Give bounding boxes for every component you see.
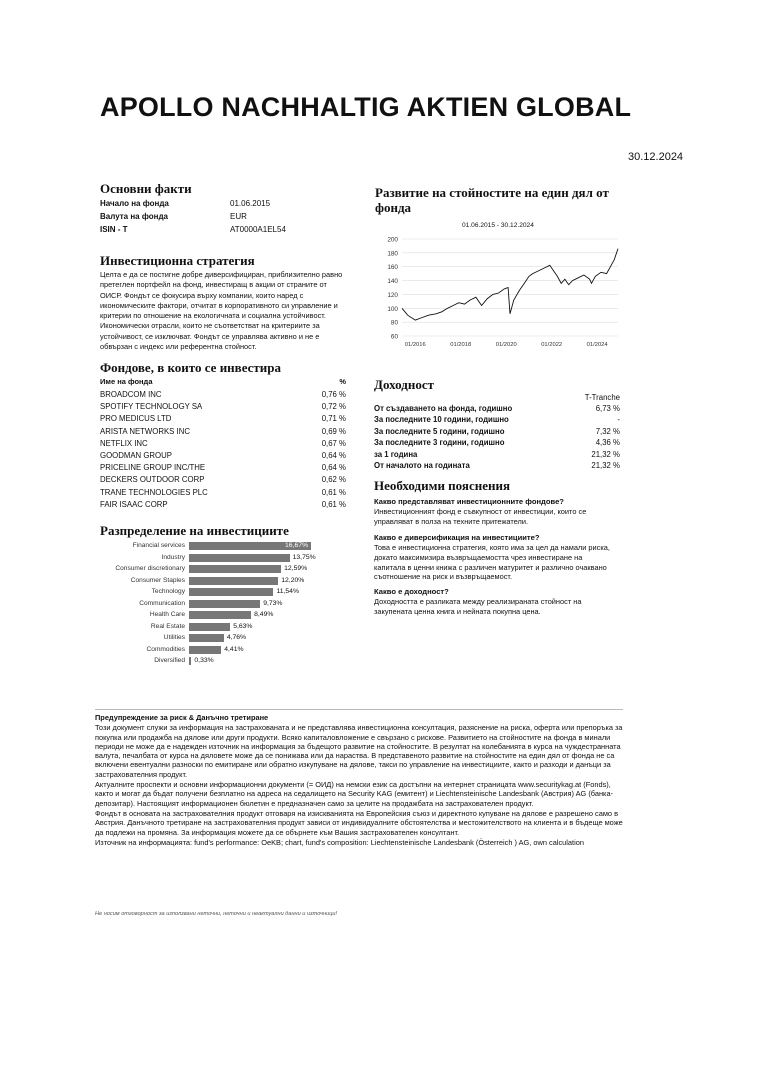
performance-label: За последните 10 години, годишно xyxy=(374,415,509,425)
y-tick-label: 120 xyxy=(387,291,398,299)
allocation-value: 5,63% xyxy=(233,622,253,630)
strategy-heading: Инвестиционна стратегия xyxy=(100,253,255,268)
allocation-bar xyxy=(189,623,230,631)
answer-2: Това е инвестиционна стратегия, която има за цел да намали риска, докато максимизира възвръщаемостта чрез инвестиране на капитала в ценни книжа с различен матуритет и различно очаквано съотношение на риск и възвръщаемост. xyxy=(374,543,610,582)
allocation-bar xyxy=(189,565,281,573)
risk-paragraph-2: Актуалните проспекти и основни информационни документи (= ОИД) на немски език са достъпни на интернет страницата www.securitykag.at (Fonds), както и могат да бъдат получени безплатно на адреса на седалището на Security KAG (емитент) и Liechtensteinische Landesbank (Австрия) AG (банка-депозитар). Настоящият информационен бюлетин е предназначен само за целите на продажбата на застрахователен продукт. xyxy=(95,780,614,808)
holding-pct: 0,69 % xyxy=(321,426,346,436)
fact-value: EUR xyxy=(230,212,247,221)
allocation-value: 4,41% xyxy=(224,645,244,653)
x-tick-label: 01/2020 xyxy=(495,342,517,348)
allocation-label: Consumer Staples xyxy=(130,576,185,584)
y-tick-label: 100 xyxy=(387,305,398,313)
holding-row xyxy=(100,500,346,511)
allocation-value: 9,73% xyxy=(263,599,283,607)
question-2: Какво е диверсификация на инвестициите? xyxy=(374,533,540,542)
holdings-col-pct: % xyxy=(339,377,346,386)
risk-paragraph-3: Фондът в основата на застрахователния продукт отговаря на изискванията на Европейския съюз и директното купуване на дялове е разрешено само в Австрия. Данъчното третиране на застрахователния продукт зависи от индивидуалните обстоятелства и местожителството на клиента и в бъдеще може да подлежи на промяна. За информация можете да се обърнете към Вашия застрахователен консултант. xyxy=(95,808,623,837)
allocation-label: Commodities xyxy=(146,645,185,653)
y-tick-label: 200 xyxy=(387,236,398,244)
holding-row xyxy=(100,390,346,401)
divider xyxy=(95,709,623,710)
fact-row xyxy=(100,225,350,237)
risk-heading: Предупреждение за риск & Данъчно третиране xyxy=(95,713,269,722)
fact-row xyxy=(100,212,350,224)
holding-name: PRO MEDICUS LTD xyxy=(100,414,172,424)
holding-pct: 0,61 % xyxy=(321,487,346,497)
holding-pct: 0,61 % xyxy=(321,499,346,509)
allocation-label: Financial services xyxy=(132,542,185,549)
allocation-value: 0,33% xyxy=(194,657,214,664)
allocation-bar xyxy=(189,600,260,608)
fact-label: ISIN - T xyxy=(100,225,128,234)
fund-title: APOLLO NACHHALTIG AKTIEN GLOBAL xyxy=(100,92,632,122)
holding-row xyxy=(100,427,346,438)
holding-row xyxy=(100,475,346,486)
allocation-bar xyxy=(189,611,251,619)
risk-source: Източник на информацията: fund's performance: OeKB; chart, fund's composition: Liechtensteinische Landesbank (Österreich ) AG, own calculation xyxy=(95,837,584,847)
allocation-label: Communication xyxy=(139,599,185,607)
performance-value: 4,36 % xyxy=(595,438,620,448)
fact-label: Начало на фонда xyxy=(100,199,169,208)
holding-pct: 0,64 % xyxy=(321,463,346,473)
key-facts-heading: Основни факти xyxy=(100,181,192,196)
holding-row xyxy=(100,402,346,413)
performance-label: От началото на годината xyxy=(374,461,470,470)
holding-row xyxy=(100,414,346,425)
fund-value-line xyxy=(402,249,618,320)
holding-pct: 0,76 % xyxy=(321,390,346,399)
allocation-heading: Разпределение на инвестициите xyxy=(100,523,289,538)
allocation-value: 16,67% xyxy=(285,542,309,549)
allocation-label: Technology xyxy=(151,588,185,595)
y-tick-label: 80 xyxy=(390,319,398,327)
holding-name: GOODMAN GROUP xyxy=(100,451,172,460)
allocation-bar xyxy=(189,588,273,596)
performance-row xyxy=(374,404,622,415)
performance-label: За последните 5 години, годишно xyxy=(374,426,505,436)
allocation-bar xyxy=(189,646,221,654)
x-tick-label: 01/2016 xyxy=(404,342,426,348)
performance-line-chart xyxy=(372,230,622,354)
allocation-label: Real Estate xyxy=(150,622,185,630)
allocation-value: 12,59% xyxy=(284,565,308,572)
answer-1: Инвестиционният фонд е съвкупност от инвестиции, които се управляват в полза на техните притежатели. xyxy=(374,507,587,526)
allocation-bar xyxy=(189,657,191,665)
allocation-value: 8,49% xyxy=(254,611,274,618)
performance-row xyxy=(374,415,622,426)
holdings-heading: Фондове, в които се инвестира xyxy=(100,360,281,375)
y-tick-label: 60 xyxy=(390,333,398,341)
performance-row xyxy=(374,461,622,472)
allocation-label: Utilities xyxy=(163,634,185,641)
holding-name: ARISTA NETWORKS INC xyxy=(100,426,190,436)
question-1: Какво представляват инвестиционните фондове? xyxy=(374,497,564,506)
footer-disclaimer: Не носим отговорност за използвани неточни, неточни и неактуални данни и източници! xyxy=(95,911,338,917)
answer-3: Доходността е разликата между реализираната стойност на закупената ценна книга и нейната покупна цена. xyxy=(374,597,582,616)
x-tick-label: 01/2024 xyxy=(586,342,608,348)
holding-name: FAIR ISAAC CORP xyxy=(100,499,168,509)
performance-label: За последните 3 години, годишно xyxy=(374,438,505,448)
allocation-bar xyxy=(189,577,278,585)
performance-row xyxy=(374,427,622,438)
allocation-bar xyxy=(189,634,224,642)
chart-title: Развитие на стойностите на един дял от фонда xyxy=(375,185,609,215)
holding-pct: 0,67 % xyxy=(321,438,346,448)
holding-name: PRICELINE GROUP INC/THE xyxy=(100,463,206,473)
performance-row xyxy=(374,450,622,461)
allocation-label: Diversified xyxy=(154,657,185,664)
performance-label: От създаването на фонда, годишно xyxy=(374,404,513,413)
holding-name: TRANE TECHNOLOGIES PLC xyxy=(100,487,208,497)
allocation-label: Industry xyxy=(161,553,185,561)
allocation-value: 13,75% xyxy=(292,553,316,561)
holding-pct: 0,71 % xyxy=(321,414,346,424)
holding-pct: 0,72 % xyxy=(321,402,346,412)
holdings-header xyxy=(100,377,346,387)
y-tick-label: 140 xyxy=(387,278,398,286)
x-tick-label: 01/2018 xyxy=(450,342,472,348)
holding-row xyxy=(100,463,346,474)
fact-label: Валута на фонда xyxy=(100,212,168,221)
y-tick-label: 180 xyxy=(387,250,398,258)
performance-row xyxy=(374,438,622,449)
fact-value: 01.06.2015 xyxy=(230,199,271,208)
allocation-value: 11,54% xyxy=(276,588,300,595)
explanations-heading: Необходими пояснения xyxy=(374,478,510,493)
holding-pct: 0,64 % xyxy=(321,451,346,460)
holding-row xyxy=(100,488,346,499)
risk-paragraph-1: Този документ служи за информация на застрахованата и не представлява инвестиционна консултация, разяснение на риска, оферта или препоръка за покупка или продажба на дяловe или други продукти. Всяко капиталовложение е свързано с рискове. Развитието на стойностите на фонда в минали периоди не може да е надежден източник на информация за бъдещото развитие на стойностите. В резултат на колебанията в курса на чуждестранната валута, печалбата от курса на дяловете може да се понижава или да нараства. В представеното развитие на стойностите на един дял от фонда не са включени евентуални разноски по емитиране или обратно изкупуване на дялове, такси по управление на инвестициите, както и разходи и данъци за застрахователния продукт. xyxy=(95,723,623,779)
holding-name: DECKERS OUTDOOR CORP xyxy=(100,475,205,485)
allocation-value: 12,20% xyxy=(281,576,305,584)
performance-value: 21,32 % xyxy=(591,449,620,459)
performance-value: 6,73 % xyxy=(595,404,620,413)
strategy-text: Целта е да се постигне добре диверсифициран, приблизително равно претеглен портфейл на фонд, инвестиращ в акции от страните от ОИСР. Фондът се фокусира върху компании, които наред с икономическите фактори, отчитат в корпоративното си управление и критерии по отношение на екологичната и социална устойчивост. Икономически отрасли, които не съответстват на критериите за устойчивост, се изключват. Фондът се управлява активно и не е обвързан с индекс или референтна стойност. xyxy=(100,270,343,352)
holding-name: BROADCOM INC xyxy=(100,390,162,399)
holding-name: NETFLIX INC xyxy=(100,438,148,448)
performance-value: 21,32 % xyxy=(591,461,620,470)
question-3: Какво е доходност? xyxy=(374,587,449,596)
holding-name: SPOTIFY TECHNOLOGY SA xyxy=(100,402,203,412)
y-tick-label: 160 xyxy=(387,264,398,272)
holding-pct: 0,62 % xyxy=(321,475,346,485)
allocation-value: 4,76% xyxy=(226,634,247,641)
holdings-col-name: Име на фонда xyxy=(100,377,153,386)
risk-section xyxy=(95,713,625,848)
fact-value: AT0000A1EL54 xyxy=(230,225,286,234)
holding-row xyxy=(100,451,346,462)
performance-value: 7,32 % xyxy=(595,426,620,436)
fact-row xyxy=(100,199,350,211)
holding-row xyxy=(100,439,346,450)
allocation-label: Consumer discretionary xyxy=(115,565,185,572)
performance-col-header: T-Tranche xyxy=(584,393,620,402)
performance-value: - xyxy=(617,415,620,425)
chart-subtitle: 01.06.2015 - 30.12.2024 xyxy=(462,222,534,229)
allocation-bar xyxy=(189,554,290,562)
allocation-label: Health Care xyxy=(149,611,185,618)
report-date: 30.12.2024 xyxy=(628,151,684,163)
performance-heading: Доходност xyxy=(374,377,434,392)
x-tick-label: 01/2022 xyxy=(541,342,563,348)
performance-label: за 1 година xyxy=(374,449,418,459)
